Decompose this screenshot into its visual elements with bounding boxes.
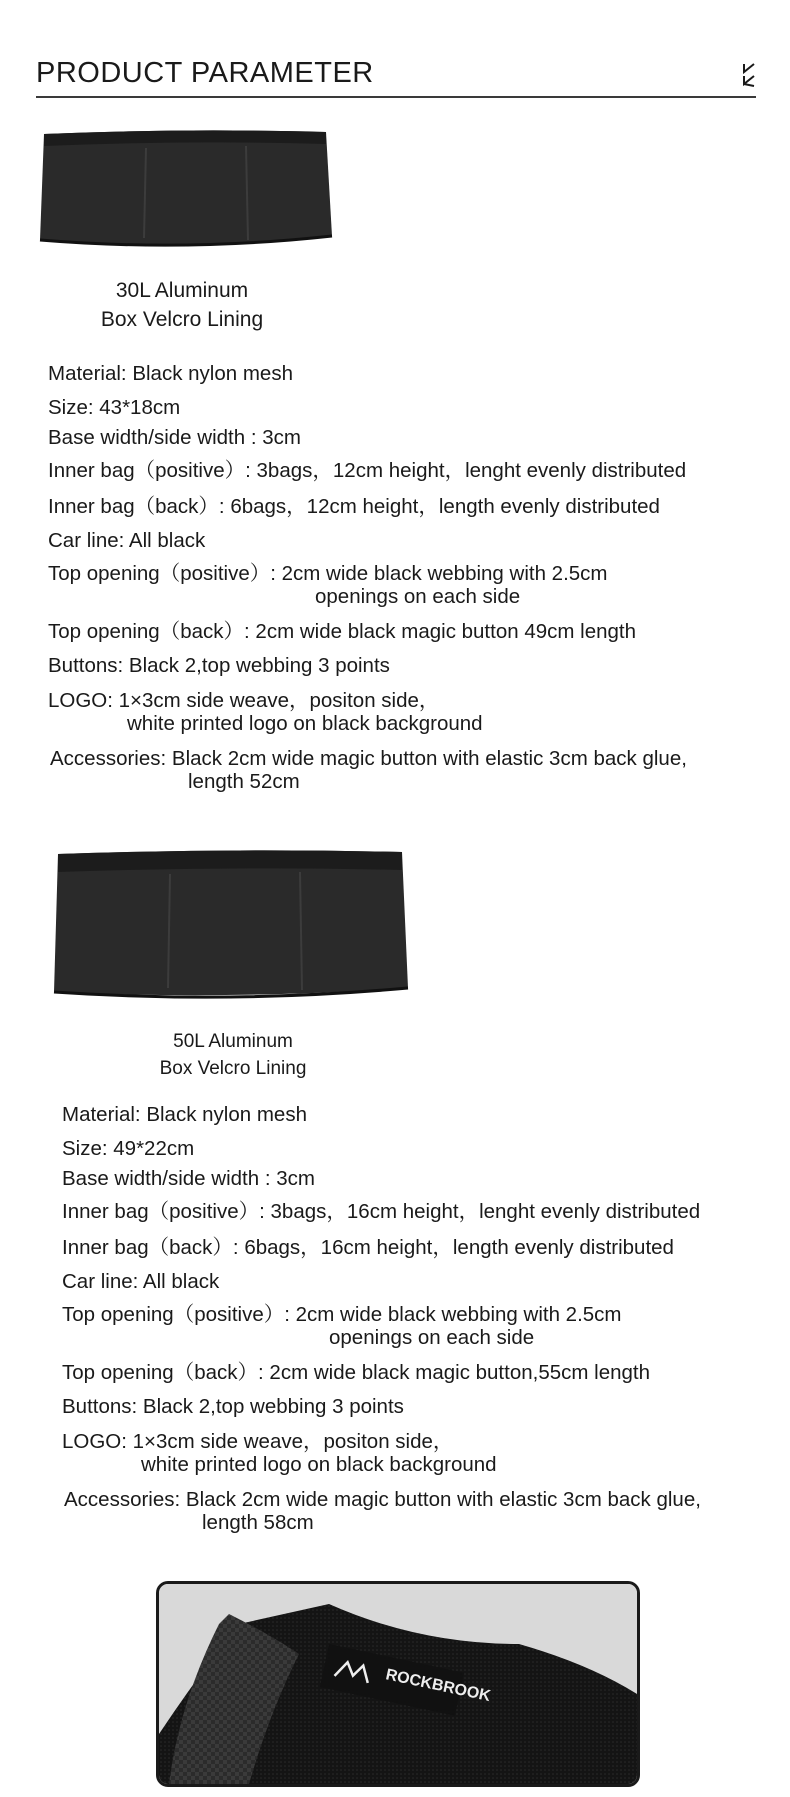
spec-size (48, 397, 180, 420)
spec-value: All black (142, 1270, 220, 1293)
spec-value: 3bags，16cm height，lenght evenly distributed (270, 1200, 701, 1223)
spec-label: Accessories: (50, 747, 167, 770)
spec-label: Inner bag（positive）: (48, 459, 251, 482)
spec-value-continued: length 58cm (202, 1510, 314, 1534)
spec-top-opening-positive (48, 563, 608, 608)
spec-label: Size: (48, 396, 94, 419)
spec-material (62, 1104, 307, 1127)
spec-label: Buttons: (48, 654, 124, 677)
spec-label: Size: (62, 1137, 108, 1160)
spec-value: 43*18cm (99, 396, 181, 419)
spec-value-continued: openings on each side (329, 1325, 535, 1349)
spec-value: Black 2cm wide magic button with elastic 3cm back glue, (185, 1488, 701, 1511)
spec-inner-bag-back (48, 496, 660, 519)
spec-value: Black 2cm wide magic button with elastic 3cm back glue, (171, 747, 687, 770)
spec-label: Material: (62, 1103, 141, 1126)
spec-base-width (62, 1168, 315, 1191)
spec-label: Car line: (62, 1270, 139, 1293)
spec-value: 3cm (262, 426, 301, 449)
header-divider (36, 96, 756, 98)
spec-label: Buttons: (62, 1395, 138, 1418)
spec-label: Top opening（back）: (48, 620, 250, 643)
spec-label: Top opening（back）: (62, 1361, 264, 1384)
spec-size (62, 1138, 194, 1161)
spec-value: Black 2,top webbing 3 points (128, 654, 390, 677)
spec-inner-bag-positive (62, 1201, 700, 1224)
spec-top-opening-positive (62, 1304, 622, 1349)
spec-buttons (48, 655, 390, 678)
spec-value: 6bags，12cm height，length evenly distributed (230, 495, 660, 518)
spec-top-opening-back (62, 1362, 650, 1385)
spec-accessories (50, 748, 687, 793)
spec-value-continued: white printed logo on black background (127, 711, 483, 735)
spec-value: All black (128, 529, 206, 552)
spec-buttons (62, 1396, 404, 1419)
caption-line-1: 30L Aluminum (115, 279, 249, 302)
spec-value: 49*22cm (113, 1137, 195, 1160)
product-image-50l (50, 848, 412, 1016)
spec-value: 2cm wide black webbing with 2.5cm (281, 562, 608, 585)
spec-value: Black 2,top webbing 3 points (142, 1395, 404, 1418)
product-caption-50l (122, 1029, 344, 1082)
spec-label: Accessories: (64, 1488, 181, 1511)
caption-line-2: Box Velcro Lining (100, 308, 264, 332)
caption-line-1: 50L Aluminum (173, 1031, 293, 1052)
spec-logo (48, 690, 483, 735)
spec-label: Top opening（positive）: (48, 562, 276, 585)
spec-label: Base width/side width : (48, 426, 257, 449)
spec-label: LOGO: (62, 1430, 127, 1453)
spec-label: Base width/side width : (62, 1167, 271, 1190)
spec-label: Inner bag（positive）: (62, 1200, 265, 1223)
spec-value: Black nylon mesh (146, 1103, 307, 1126)
caption-line-2: Box Velcro Lining (159, 1057, 307, 1079)
detail-photo (156, 1581, 640, 1787)
spec-value: 3bags，12cm height，lenght evenly distributed (256, 459, 687, 482)
spec-inner-bag-back (62, 1237, 674, 1260)
spec-label: Car line: (48, 529, 125, 552)
spec-value: 2cm wide black webbing with 2.5cm (295, 1303, 622, 1326)
product-image-30l (36, 128, 336, 268)
page-title: PRODUCT PARAMETER (36, 57, 374, 89)
spec-car-line (62, 1271, 219, 1294)
spec-label: LOGO: (48, 689, 113, 712)
spec-label: Inner bag（back）: (48, 495, 225, 518)
spec-value: 3cm (276, 1167, 315, 1190)
product-caption-30l (62, 276, 302, 335)
spec-value-continued: length 52cm (188, 769, 300, 793)
spec-material (48, 363, 293, 386)
spec-label: Top opening（positive）: (62, 1303, 290, 1326)
detail-label-text: ROCKBROOK (384, 1666, 493, 1706)
spec-value: 1×3cm side weave，positon side， (132, 1430, 454, 1453)
spec-inner-bag-positive (48, 460, 686, 483)
spec-value-continued: openings on each side (315, 584, 521, 608)
spec-logo (62, 1431, 497, 1476)
spec-value: 6bags，16cm height，length evenly distributed (244, 1236, 674, 1259)
spec-accessories (64, 1489, 701, 1534)
spec-label: Material: (48, 362, 127, 385)
spec-value: 1×3cm side weave，positon side， (118, 689, 440, 712)
rockbrook-arrows-icon (742, 62, 756, 88)
spec-value: Black nylon mesh (132, 362, 293, 385)
detail-photo-image (159, 1584, 637, 1784)
spec-value-continued: white printed logo on black background (141, 1452, 497, 1476)
spec-value: 2cm wide black magic button,55cm length (269, 1361, 651, 1384)
spec-car-line (48, 530, 205, 553)
spec-value: 2cm wide black magic button 49cm length (255, 620, 637, 643)
spec-base-width (48, 427, 301, 450)
spec-top-opening-back (48, 621, 636, 644)
spec-label: Inner bag（back）: (62, 1236, 239, 1259)
